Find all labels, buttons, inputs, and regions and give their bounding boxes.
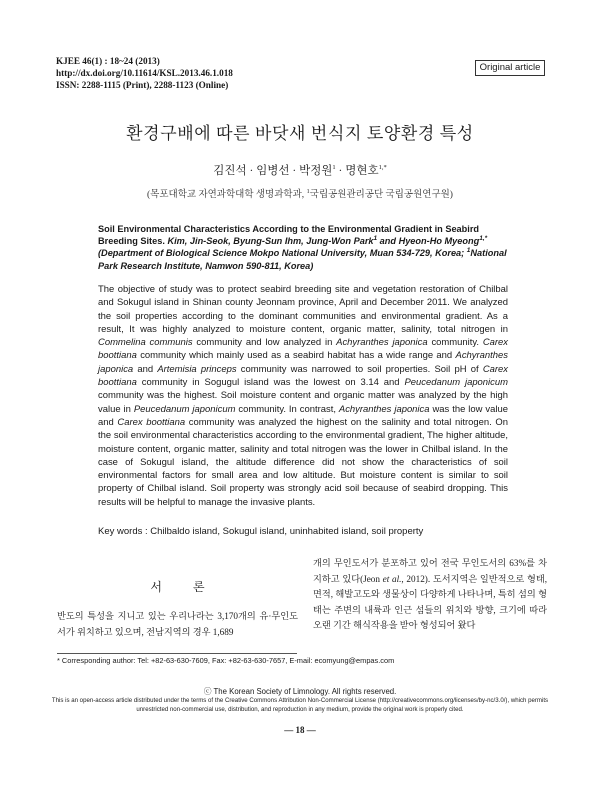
article-type-badge: Original article [475, 60, 545, 76]
license-notice: This is an open-access article distributed under the terms of the Creative Commons Attribution Non-Commercial License (http://creativecommons.org/licenses/by-nc/3.0/), which permits unrestricted non-commercial use, distribution, and reproduction in any medium, provide the original work is properly cited. [51, 697, 549, 713]
footnote-divider [57, 653, 297, 654]
english-authors-2: and Hyeon-Ho Myeong [377, 236, 480, 247]
english-authors: Kim, Jin-Seok, Byung-Sun Ihm, Jung-Won Park [164, 236, 374, 247]
english-title: Soil Environmental Characteristics According to the Environmental Gradient in Seabird Breeding Sites. [98, 224, 480, 247]
affiliation-mark: 1 [306, 187, 310, 195]
body-paragraph-right: 개의 무인도서가 분포하고 있어 전국 무인도서의 63%를 차지하고 있다(Jeon et al., 2012). 도서지역은 일반적으로 형태, 면적, 해발고도와 생물상이 다양하게 나타나며, 특히 섬의 형태는 주변의 내륙과 인근 섬들의 위치와 방향, 크기에 따라 오랜 기간 해식작용을 받아 형성되어 왔다 [313, 558, 547, 631]
corresponding-author-footnote: * Corresponding author: Tel: +82-63-630-7609, Fax: +82-63-630-7657, E-mail: ecomyung@empas.com [57, 656, 395, 665]
corresponding-mark-en: 1,* [479, 235, 488, 243]
english-affiliation-2: National Park Research Institute, Namwon 590-811, Korea) [98, 248, 507, 271]
paper-title-korean: 환경구배에 따른 바닷새 번식지 토양환경 특성 [126, 124, 474, 143]
body-column-left [57, 570, 298, 640]
english-affiliation: (Department of Biological Science Mokpo National University, Muan 534-729, Korea; [98, 248, 467, 259]
affiliation-mark-en: 1 [466, 247, 471, 255]
english-citation-block [98, 223, 508, 272]
copyright-notice: ⓒ The Korean Society of Limnology. All rights reserved. [203, 687, 397, 696]
body-paragraph-left: 반도의 특성을 지니고 있는 우리나라는 3,170개의 유·무인도서가 위치하고 있으며, 전남지역의 경우 1,689 [57, 611, 298, 637]
journal-meta [56, 55, 233, 91]
abstract: The objective of study was to protect seabird breeding site and vegetation restoration of Chilbal and Sokugul island in Shinan county Jeonnam province, April and December 2011. We analyzed the soil properties according to the dominant communities and environmental gradient. As a result, It was highly analyzed to moisture content, organic matter, salinity, total nitrogen in Commelina communis community and low analyzed in Achyranthes japonica community. Carex boottiana community which mainly used as a seabird habitat has a wide range and Achyranthes japonica and Artemisia princeps community was narrowed to soil properties. Soil pH of Carex boottiana community in Sogugul island was the lowest on 3.14 and Peucedanum japonicum community was the highest. Soil moisture content and organic matter was analyzed by the high value in Peucedanum japonicum community. In contrast, Achyranthes japonica was the low value and Carex boottiana community was analyzed the highest on the salinity and total nitrogen. On the soil environmental characteristics according to the environmental gradient, The higher altitude, moisture content, organic matter, salinity and total nitrogen was the lower in Chilbal island. In the case of Sokugul island, the altitude difference did not show the characteristics of soil environmental factors for small area and low altitude. But moisture content is similar to soil property of Chilbal island. Soil property was strongly acid soil because of seabird dropping. This results will be helpful to manage the invasive plants. [98, 284, 509, 508]
affiliation-korean [0, 186, 600, 200]
author-names: 김진석 · 임병선 · 박정원 [213, 165, 333, 177]
affiliation-part-2: 국립공원관리공단 국립공원연구원) [309, 190, 453, 200]
authors-korean [0, 162, 600, 178]
doi-link[interactable]: http://dx.doi.org/10.11614/KSL.2013.46.1.018 [56, 68, 233, 78]
issn: ISSN: 2288-1115 (Print), 2288-1123 (Online) [56, 80, 229, 90]
author-last-name: · 명현호 [335, 165, 379, 177]
body-column-right [313, 556, 547, 634]
author-mark: 1 [373, 235, 378, 243]
section-title: 서 론 [150, 580, 219, 594]
corresponding-mark: 1,* [378, 164, 387, 172]
page-number: — 18 — [284, 725, 316, 735]
affiliation-part-1: (목포대학교 자연과학대학 생명과학과, [147, 190, 307, 200]
author-affil-mark: 1 [332, 164, 336, 172]
keywords: Key words : Chilbaldo island, Sokugul island, uninhabited island, soil property [98, 526, 424, 537]
journal-citation: KJEE 46(1) : 18~24 (2013) [56, 56, 160, 66]
